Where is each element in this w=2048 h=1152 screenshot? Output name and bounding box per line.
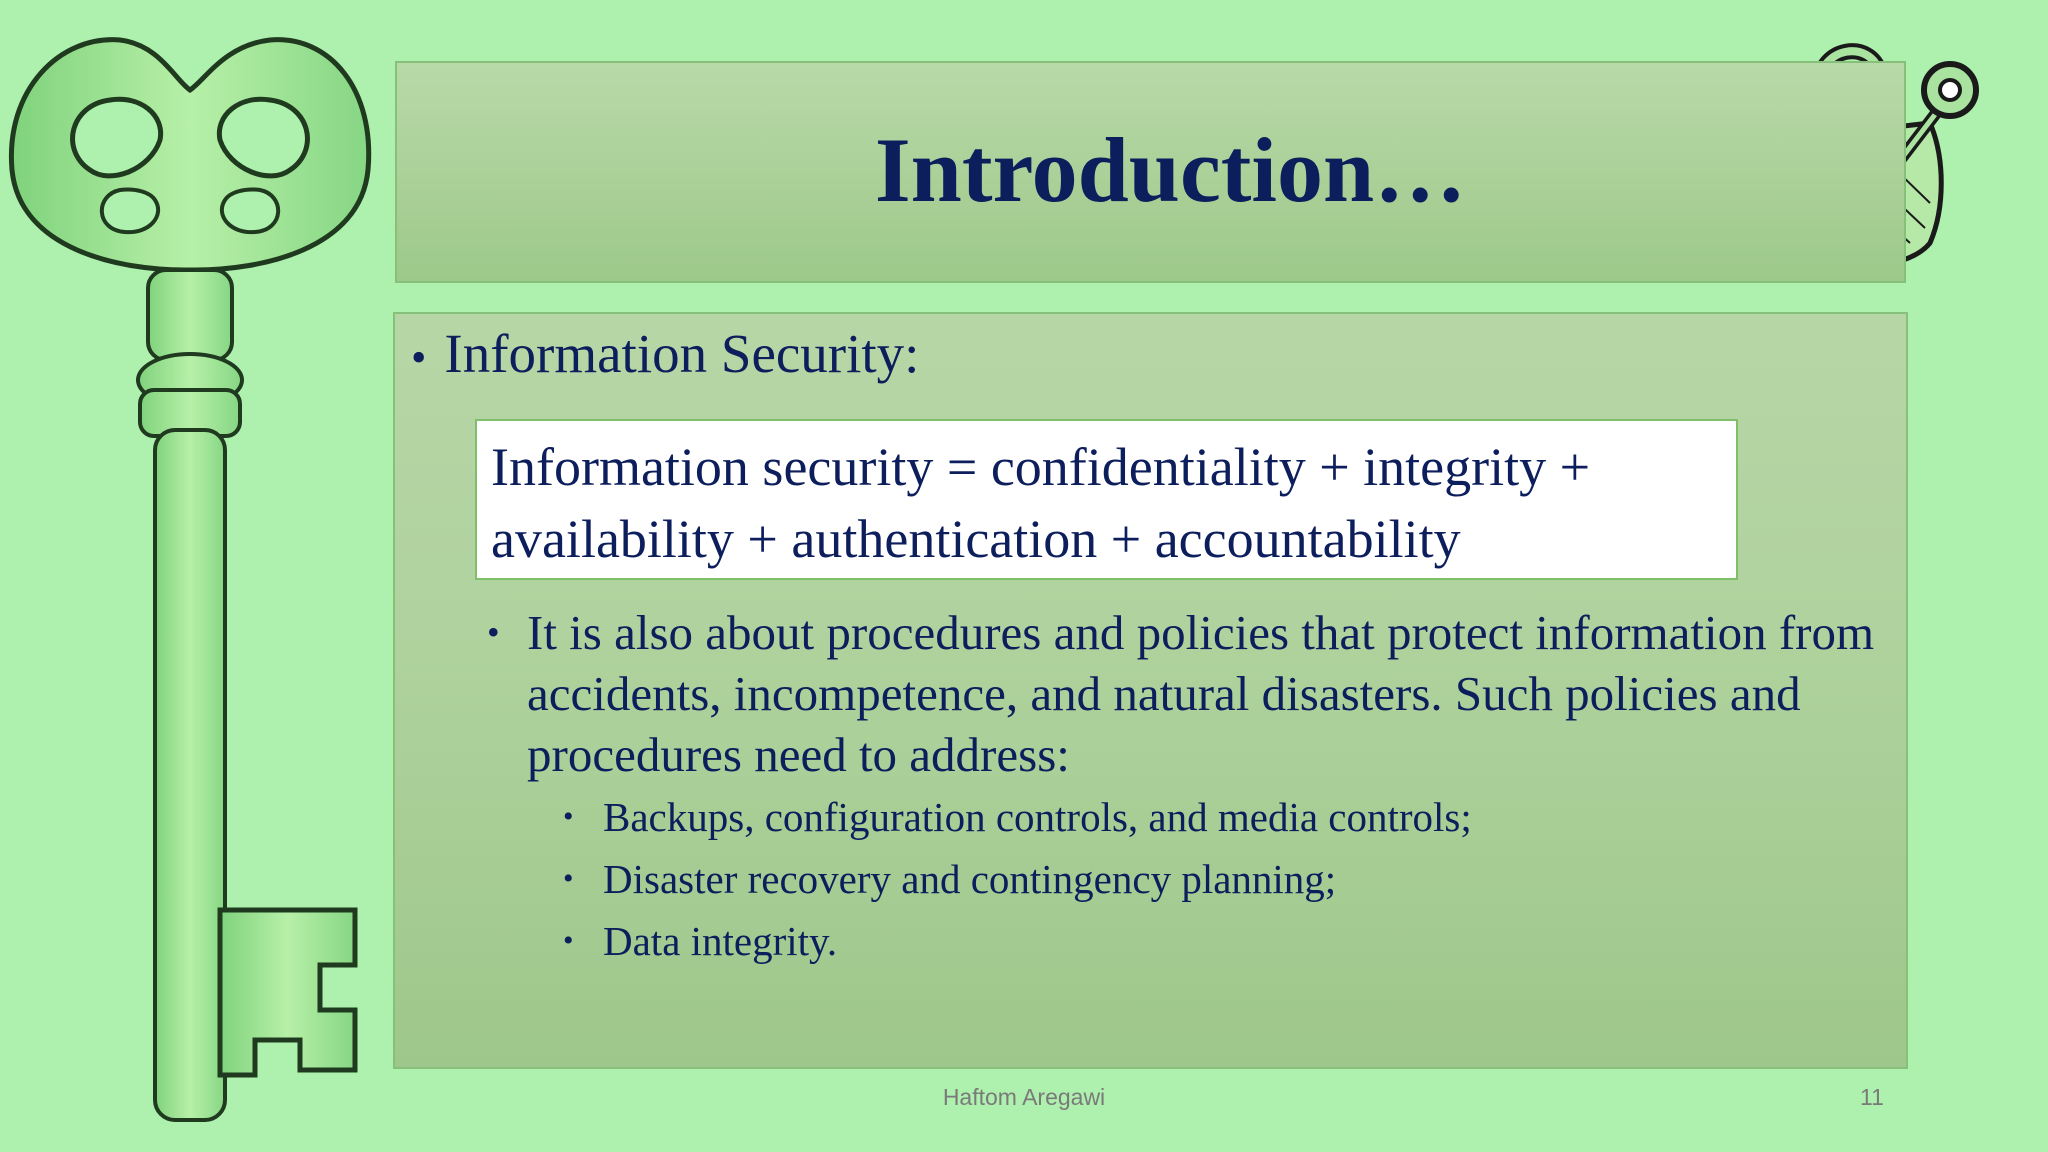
list-item xyxy=(563,916,837,966)
main-bullet xyxy=(411,322,919,385)
sub-bullet xyxy=(487,602,1907,785)
bullet-glyph: • xyxy=(563,924,574,957)
bullet-glyph: • xyxy=(411,333,427,382)
bullet-glyph: • xyxy=(563,800,574,833)
bullet-glyph: • xyxy=(563,862,574,895)
formula-box xyxy=(475,419,1738,580)
title-box xyxy=(395,61,1906,283)
formula-line-1: Information security = confidentiality + integrity + xyxy=(491,437,1591,497)
list-item-text: Disaster recovery and contingency planning; xyxy=(603,856,1337,902)
formula-line-2: availability + authentication + accountability xyxy=(491,509,1461,569)
slide-title: Introduction… xyxy=(874,119,1467,221)
sub-bullet-text: It is also about procedures and policies that protect information from accidents, incompetence, and natural disasters. Such policies and procedures need to address: xyxy=(527,605,1875,782)
bullet-glyph: • xyxy=(487,612,500,652)
skeleton-key-icon xyxy=(0,20,390,1152)
list-item xyxy=(563,854,1336,904)
list-item xyxy=(563,792,1472,842)
main-bullet-text: Information Security: xyxy=(444,323,920,384)
content-box xyxy=(393,312,1908,1069)
footer-author: Haftom Aregawi xyxy=(942,1084,1106,1110)
list-item-text: Data integrity. xyxy=(603,918,838,964)
list-item-text: Backups, configuration controls, and media controls; xyxy=(603,794,1472,840)
page-number: 11 xyxy=(1860,1084,1884,1110)
